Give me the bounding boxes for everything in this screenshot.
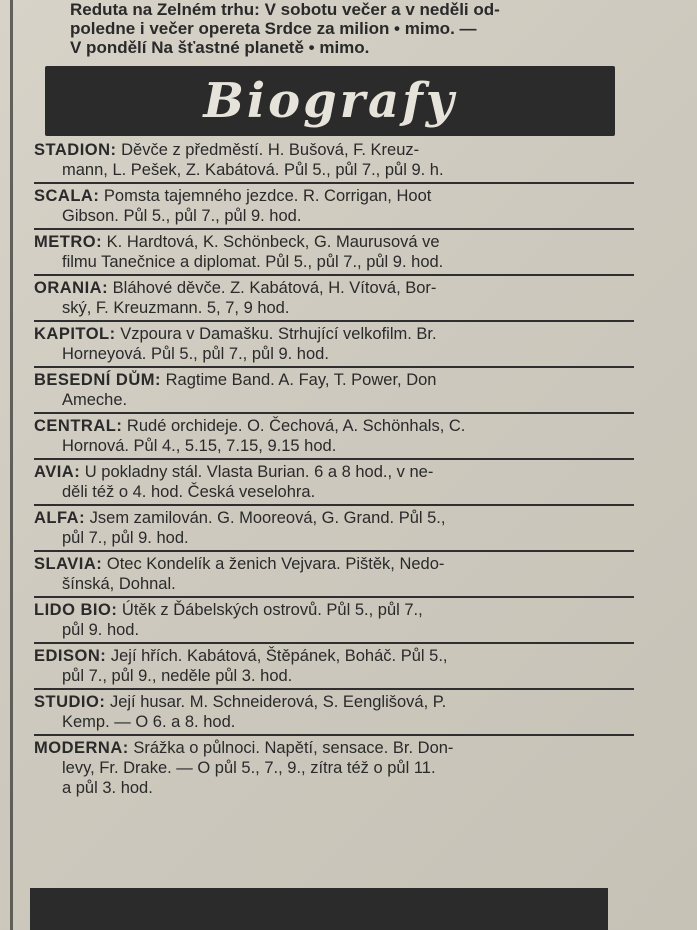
listing-entry — [34, 230, 634, 276]
entry-continuation: půl 9. hod. — [62, 621, 140, 639]
entry-text: Její hřích. Kabátová, Štěpánek, Boháč. Půl 5., — [110, 647, 448, 665]
top-notice-line-1: Reduta na Zelném trhu: V sobotu večer a v neděli od- — [70, 0, 500, 19]
entry-continuation: Hornová. Půl 4., 5.15, 7.15, 9.15 hod. — [62, 437, 337, 455]
entry-continuation: filmu Tanečnice a diplomat. Půl 5., půl 7., půl 9. hod. — [62, 253, 444, 271]
listing-entry — [34, 736, 634, 800]
listing-entry — [34, 138, 634, 184]
entry-continuation: Gibson. Půl 5., půl 7., půl 9. hod. — [62, 207, 302, 225]
listing-entry — [34, 506, 634, 552]
entry-text: Její husar. M. Schneiderová, S. Eenglišová, P. — [109, 693, 447, 711]
cinema-listing — [34, 138, 634, 800]
cinema-name: AVIA: — [34, 463, 81, 481]
top-notice — [70, 0, 630, 57]
column-rule — [10, 0, 13, 930]
listing-entry — [34, 276, 634, 322]
listing-entry — [34, 414, 634, 460]
entry-text: Bláhové děvče. Z. Kabátová, H. Vítová, Bor- — [112, 279, 437, 297]
entry-continuation: šínská, Dohnal. — [62, 575, 176, 593]
entry-text: Srážka o půlnoci. Napětí, sensace. Br. Don- — [133, 739, 454, 757]
cinema-name: EDISON: — [34, 647, 107, 665]
cinema-name: BESEDNÍ DŮM: — [34, 371, 162, 389]
entry-text: Útěk z Ďábelských ostrovů. Půl 5., půl 7., — [121, 601, 423, 619]
listing-entry — [34, 184, 634, 230]
entry-continuation: půl 7., půl 9., neděle půl 3. hod. — [62, 667, 293, 685]
entry-continuation: půl 7., půl 9. hod. — [62, 529, 189, 547]
cinema-name: SLAVIA: — [34, 555, 103, 573]
entry-text: Jsem zamilován. G. Mooreová, G. Grand. Půl 5., — [89, 509, 446, 527]
listing-entry — [34, 322, 634, 368]
entry-text: Pomsta tajemného jezdce. R. Corrigan, Hoot — [103, 187, 432, 205]
cinema-name: CENTRAL: — [34, 417, 123, 435]
entry-text: U pokladny stál. Vlasta Burian. 6 a 8 hod., v ne- — [84, 463, 434, 481]
cinema-name: ALFA: — [34, 509, 86, 527]
section-banner — [45, 66, 615, 136]
cinema-name: KAPITOL: — [34, 325, 116, 343]
listing-entry — [34, 644, 634, 690]
cinema-name: STUDIO: — [34, 693, 106, 711]
listing-entry — [34, 552, 634, 598]
entry-text: K. Hardtová, K. Schönbeck, G. Maurusová ve — [106, 233, 440, 251]
entry-continuation: Horneyová. Půl 5., půl 7., půl 9. hod. — [62, 345, 329, 363]
entry-text: Otec Kondelík a ženich Vejvara. Pištěk, Nedo- — [106, 555, 445, 573]
section-title: Biografy — [203, 73, 457, 129]
cinema-name: SCALA: — [34, 187, 100, 205]
entry-continuation: a půl 3. hod. — [62, 779, 153, 797]
listing-entry — [34, 690, 634, 736]
listing-entry — [34, 460, 634, 506]
entry-text: Rudé orchideje. O. Čechová, A. Schönhals, C. — [126, 417, 466, 435]
entry-continuation: Ameche. — [62, 391, 128, 409]
cinema-name: STADION: — [34, 141, 117, 159]
entry-text: Ragtime Band. A. Fay, T. Power, Don — [165, 371, 437, 389]
top-notice-line-2: poledne i večer opereta Srdce za milion • mimo. — — [70, 19, 477, 38]
entry-continuation: ský, F. Kreuzmann. 5, 7, 9 hod. — [62, 299, 290, 317]
listing-entry — [34, 598, 634, 644]
listing-entry — [34, 368, 634, 414]
entry-continuation: Kemp. — O 6. a 8. hod. — [62, 713, 236, 731]
entry-text: Děvče z předměstí. H. Bušová, F. Kreuz- — [121, 141, 420, 159]
entry-continuation: mann, L. Pešek, Z. Kabátová. Půl 5., půl 7., půl 9. h. — [62, 161, 444, 179]
top-notice-line-3: V pondělí Na šťastné planetě • mimo. — [70, 38, 370, 57]
cinema-name: LIDO BIO: — [34, 601, 118, 619]
entry-continuation: děli též o 4. hod. Česká veselohra. — [62, 483, 316, 501]
cinema-name: METRO: — [34, 233, 103, 251]
entry-continuation: levy, Fr. Drake. — O půl 5., 7., 9., zítra též o půl 11. — [62, 759, 436, 777]
cinema-name: ORANIA: — [34, 279, 109, 297]
cinema-name: MODERNA: — [34, 739, 129, 757]
entry-text: Vzpoura v Damašku. Strhující velkofilm. Br. — [120, 325, 437, 343]
next-section-banner — [30, 888, 608, 930]
